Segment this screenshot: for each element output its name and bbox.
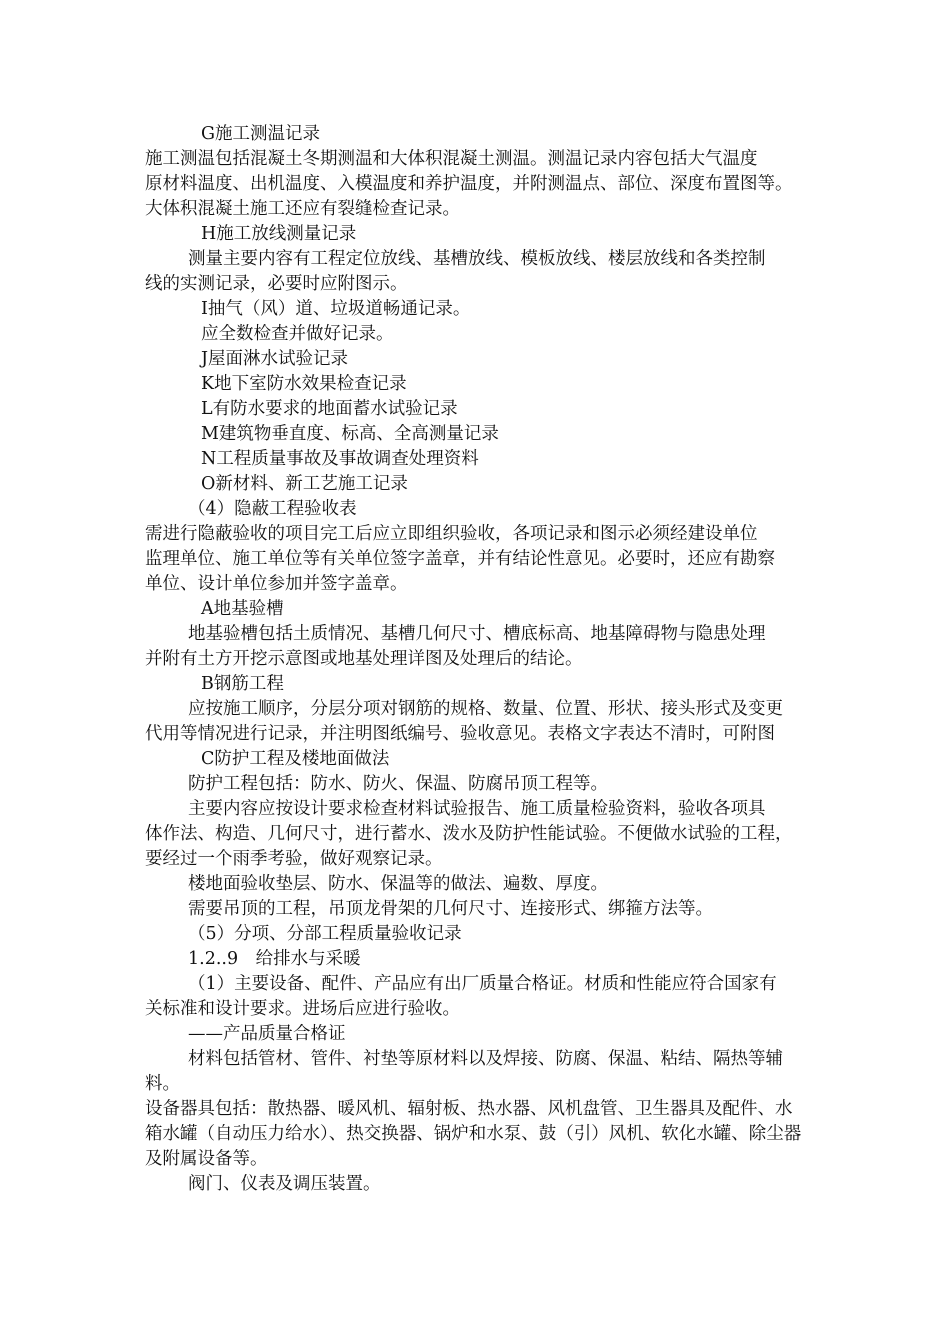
text-line: 1.2..9 给排水与采暖 — [188, 949, 361, 969]
text-line: 设备器具包括：散热器、暖风机、辐射板、热水器、风机盘管、卫生器具及配件、水 — [145, 1099, 793, 1119]
text-line: M建筑物垂直度、标高、全高测量记录 — [201, 424, 499, 444]
text-line: K地下室防水效果检查记录 — [201, 374, 407, 394]
text-line: 阀门、仪表及调压装置。 — [188, 1174, 381, 1194]
text-line: 箱水罐（自动压力给水）、热交换器、锅炉和水泵、鼓（引）风机、软化水罐、除尘器 — [145, 1124, 802, 1144]
text-line: H施工放线测量记录 — [201, 224, 357, 244]
text-line: （5）分项、分部工程质量验收记录 — [188, 924, 462, 944]
text-line: 需要吊顶的工程，吊顶龙骨架的几何尺寸、连接形式、绑箍方法等。 — [188, 899, 713, 919]
text-line: 关标准和设计要求。进场后应进行验收。 — [145, 999, 460, 1019]
text-line: L有防水要求的地面蓄水试验记录 — [201, 399, 458, 419]
text-line: A地基验槽 — [201, 599, 284, 619]
text-line: G施工测温记录 — [201, 124, 320, 144]
text-line: N工程质量事故及事故调查处理资料 — [201, 449, 479, 469]
text-line: 主要内容应按设计要求检查材料试验报告、施工质量检验资料，验收各项具 — [188, 799, 766, 819]
text-line: J屋面淋水试验记录 — [201, 349, 349, 369]
text-line: O新材料、新工艺施工记录 — [201, 474, 408, 494]
document-body — [145, 122, 810, 1197]
text-line: 线的实测记录，必要时应附图示。 — [145, 274, 408, 294]
text-line: 原材料温度、出机温度、入模温度和养护温度，并附测温点、部位、深度布置图等。 — [145, 174, 793, 194]
text-line: （1）主要设备、配件、产品应有出厂质量合格证。材质和性能应符合国家有 — [188, 974, 777, 994]
text-line: 料。 — [145, 1074, 180, 1094]
text-line: 施工测温包括混凝土冬期测温和大体积混凝土测温。测温记录内容包括大气温度 — [145, 149, 758, 169]
text-line: 应按施工顺序，分层分项对钢筋的规格、数量、位置、形状、接头形式及变更 — [188, 699, 783, 719]
text-line: I抽气（风）道、垃圾道畅通记录。 — [201, 299, 471, 319]
text-line: 需进行隐蔽验收的项目完工后应立即组织验收，各项记录和图示必须经建设单位 — [145, 524, 758, 544]
text-line: 体作法、构造、几何尺寸，进行蓄水、泼水及防护性能试验。不便做水试验的工程， — [145, 824, 793, 844]
text-line: （4）隐蔽工程验收表 — [188, 499, 357, 519]
text-line: 测量主要内容有工程定位放线、基槽放线、模板放线、楼层放线和各类控制 — [188, 249, 766, 269]
text-line: 应全数检查并做好记录。 — [201, 324, 394, 344]
text-line: 大体积混凝土施工还应有裂缝检查记录。 — [145, 199, 460, 219]
text-line: 并附有土方开挖示意图或地基处理详图及处理后的结论。 — [145, 649, 583, 669]
text-line: 楼地面验收垫层、防水、保温等的做法、遍数、厚度。 — [188, 874, 608, 894]
text-line: 代用等情况进行记录，并注明图纸编号、验收意见。表格文字表达不清时，可附图 — [145, 724, 775, 744]
text-line: 要经过一个雨季考验，做好观察记录。 — [145, 849, 443, 869]
text-line: 单位、设计单位参加并签字盖章。 — [145, 574, 408, 594]
text-line: 防护工程包括：防水、防火、保温、防腐吊顶工程等。 — [188, 774, 608, 794]
text-line: 地基验槽包括土质情况、基槽几何尺寸、槽底标高、地基障碍物与隐患处理 — [188, 624, 766, 644]
text-line: B钢筋工程 — [201, 674, 284, 694]
text-line: 材料包括管材、管件、衬垫等原材料以及焊接、防腐、保温、粘结、隔热等辅 — [188, 1049, 783, 1069]
text-line: 监理单位、施工单位等有关单位签字盖章，并有结论性意见。必要时，还应有勘察 — [145, 549, 775, 569]
text-line: 及附属设备等。 — [145, 1149, 268, 1169]
text-line: ——产品质量合格证 — [188, 1024, 346, 1044]
text-line: C防护工程及楼地面做法 — [201, 749, 390, 769]
